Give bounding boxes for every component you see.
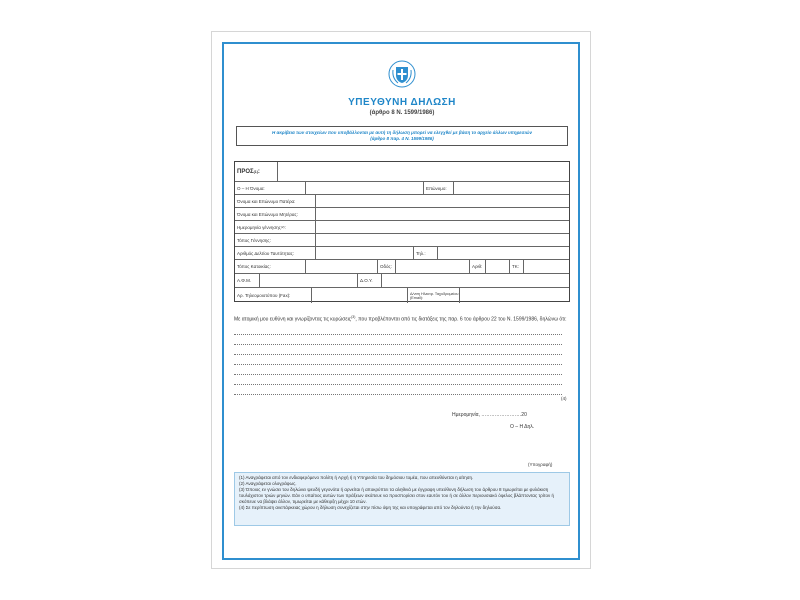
street-field[interactable] (395, 260, 469, 273)
row-id (235, 246, 569, 259)
personal-details-table (234, 161, 570, 302)
postcode-field[interactable] (523, 260, 571, 273)
date-field[interactable]: Ημερομηνία, ……………………20 (452, 412, 527, 418)
declaration-line-7[interactable] (234, 394, 562, 395)
row-birthplace (235, 233, 569, 246)
row-mother (235, 207, 569, 220)
continuation-footnote-ref: (4) (561, 396, 567, 401)
surname-label: Επώνυμο: (423, 182, 453, 194)
footnote-4: (4) Σε περίπτωση ανεπάρκειας χώρου η δήλωση συνεχίζεται στην πίσω όψη της και υπογράφεται από τον δηλούντα ή την δηλούσα. (239, 505, 502, 510)
recipient-footnote-ref: (1) (253, 169, 258, 174)
father-field[interactable] (315, 195, 571, 207)
name-field[interactable] (305, 182, 423, 194)
birthdate-label-text: Ημερομηνία γέννησης (237, 224, 281, 230)
father-label: Όνομα και Επώνυμο Πατέρα: (237, 198, 296, 204)
number-label: Αριθ: (469, 260, 485, 273)
recipient-label: ΠΡΟΣ (1) : (237, 168, 260, 175)
afm-label: Α.Φ.Μ. (237, 278, 252, 283)
verification-notice-line1: Η ακρίβεια των στοιχείων που υποβάλλονται με αυτή τη δήλωση μπορεί να ελεγχθεί με βάση το αρχείο άλλων υπηρεσιών (272, 130, 532, 135)
footnote-1: (1) Αναγράφεται από τον ενδιαφερόμενο πολίτη ή Αρχή ή η Υπηρεσία του δημόσιου τομέα, που απευθύνεται η αίτηση. (239, 475, 474, 480)
row-contact (235, 287, 569, 303)
row-tax (235, 273, 569, 287)
declaration-text-end: , που προβλέπονται από τις διατάξεις της παρ. 6 του άρθρου 22 του Ν. 1599/1986, δηλώνω ότι: (355, 316, 567, 323)
birthdate-footnote-ref: (2) (280, 225, 285, 229)
id-number-field[interactable] (315, 247, 413, 259)
footnote-2: (2) Αναγράφεται ολογράφως. (239, 481, 297, 486)
row-name (235, 181, 569, 194)
row-father (235, 194, 569, 207)
form-page (211, 31, 591, 569)
doy-field[interactable] (381, 274, 571, 287)
email-field[interactable] (459, 288, 571, 303)
afm-field[interactable] (259, 274, 357, 287)
footnotes-box (234, 472, 570, 526)
mother-field[interactable] (315, 208, 571, 220)
doy-label: Δ.Ο.Υ. (357, 274, 381, 287)
postcode-label: ΤΚ: (509, 260, 523, 273)
verification-notice-line2: (άρθρο 8 παρ. 4 Ν. 1599/1986) (370, 136, 434, 141)
declaration-line-1[interactable] (234, 334, 562, 335)
row-address (235, 259, 569, 273)
birthdate-field[interactable] (315, 221, 571, 233)
greek-coat-of-arms-icon (388, 60, 416, 88)
declarant-label: Ο – Η Δηλ. (510, 424, 535, 430)
row-birthdate (235, 220, 569, 233)
document-subtitle: (άρθρο 8 Ν. 1599/1986) (369, 110, 435, 116)
phone-label: Τηλ.: (413, 247, 437, 259)
birthplace-label: Τόπος Γέννησης: (237, 237, 271, 243)
street-label: Οδός: (377, 260, 395, 273)
declaration-line-5[interactable] (234, 374, 562, 375)
number-field[interactable] (485, 260, 509, 273)
recipient-label-text: ΠΡΟΣ (237, 168, 254, 175)
fax-label: Αρ. Τηλεομοιοτύπου (Fax): (237, 293, 291, 298)
declaration-line-3[interactable] (234, 354, 562, 355)
declaration-text-start: Με ατομική μου ευθύνη και γνωρίζοντας τις κυρώσεις (234, 316, 352, 323)
document-title: ΥΠΕΥΘΥΝΗ ΔΗΛΩΣΗ (348, 97, 456, 108)
residence-field[interactable] (305, 260, 377, 273)
declaration-line-2[interactable] (234, 344, 562, 345)
residence-label: Τόπος Κατοικίας: (237, 264, 271, 269)
phone-field[interactable] (437, 247, 571, 259)
declaration-line-4[interactable] (234, 364, 562, 365)
name-label: Ο – Η Όνομα: (237, 185, 265, 191)
fax-field[interactable] (311, 288, 407, 303)
footnote-3: (3) Όποιος εν γνώσει του δηλώνει ψευδή γεγονότα ή αρνείται ή αποκρύπτει τα αληθινά με έγγραφη υπεύθυνη δήλωση του άρθρου 8 τιμωρείται με φυλάκιση τουλάχιστον τριών μηνών. Εάν ο υπαίτιος αυτών των πράξεων σκόπευε να προσπορίσει στον εαυτόν του ή σε άλλον περιουσιακό όφελος βλάπτοντας τρίτον ή σκόπευε να βλάψει άλλον, τιμωρείται με κάθειρξη μέχρι 10 ετών. (239, 487, 554, 504)
surname-field[interactable] (453, 182, 571, 194)
birthplace-field[interactable] (315, 234, 571, 246)
recipient-field[interactable] (277, 162, 571, 181)
signature-label: (Υπογραφή) (528, 462, 553, 467)
email-label: Δ/νση Ηλεκτρ. Ταχυδρομείου (Email): (407, 288, 459, 303)
row-recipient (235, 162, 569, 181)
declaration-text (234, 313, 570, 324)
declaration-footnote-ref: (3) (351, 315, 356, 319)
verification-notice (236, 126, 568, 146)
id-number-label: Αριθμός Δελτίου Ταυτότητας: (237, 250, 295, 256)
mother-label: Όνομα και Επώνυμο Μητέρας: (237, 211, 298, 217)
birthdate-label: Ημερομηνία γέννησης (2) : (237, 224, 286, 230)
declaration-line-6[interactable] (234, 384, 562, 385)
